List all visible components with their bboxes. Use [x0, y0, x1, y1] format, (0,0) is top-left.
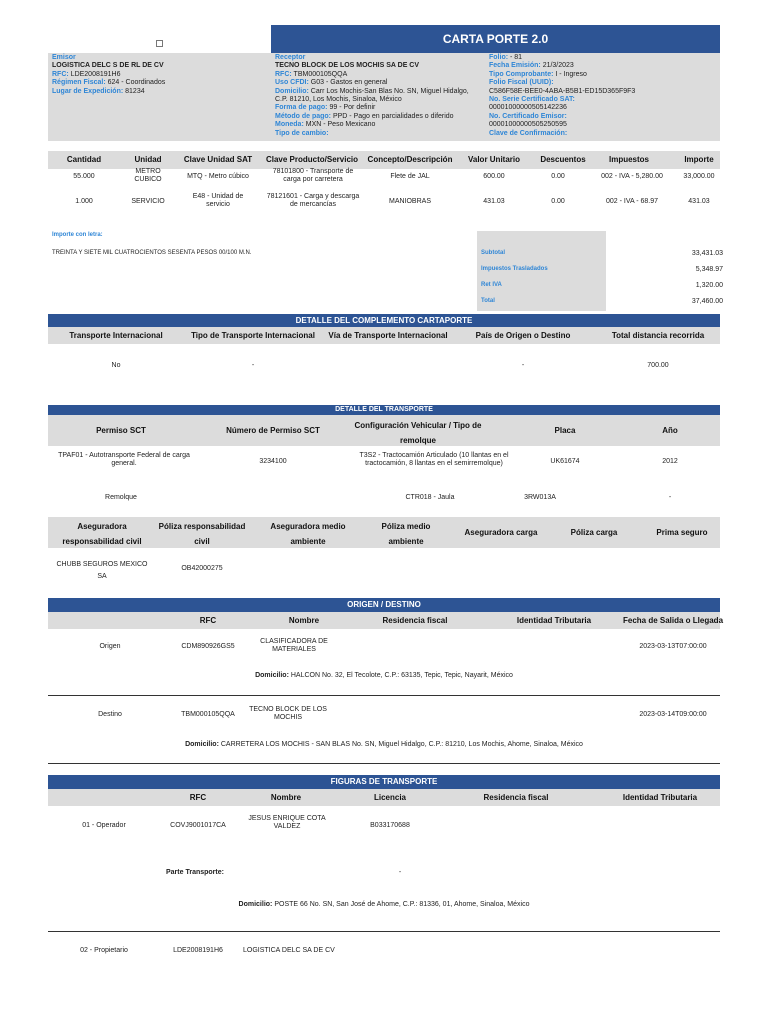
concept-2-cantidad: 1.000 [75, 198, 93, 205]
impuestos-trasladados-value: 5,348.97 [695, 266, 723, 273]
concept-1-unidad: METRO CUBICO [134, 168, 162, 184]
emisor-block [52, 54, 262, 96]
operador-nombre: JESUS ENRIQUE COTA VALDEZ [248, 815, 326, 831]
cert-emisor-label: No. Certificado Emisor: [489, 112, 567, 120]
remolque-placa: 3RW013A [524, 494, 556, 501]
seguro-header-aseguradora-carga: Aseguradora carga [464, 528, 538, 537]
receptor-domicilio-label: Domicilio: [275, 87, 309, 95]
tipo-comprobante-value: I - Ingreso [555, 70, 587, 78]
concept-1-importe: 33,000.00 [683, 173, 715, 180]
receptor-name: TECNO BLOCK DE LOS MOCHIS SA DE CV [275, 62, 420, 70]
transporte-permiso: TPAF01 - Autotransporte Federal de carga general. [58, 452, 190, 468]
destino-rfc: TBM000105QQA [181, 711, 235, 718]
receptor-forma: 99 - Por definir [329, 104, 376, 112]
ret-iva-label: Ret IVA [481, 282, 502, 288]
figuras-header-residencia: Residencia fiscal [483, 793, 549, 802]
subtotal-value: 33,431.03 [691, 250, 723, 257]
receptor-metodo-label: Método de pago: [275, 112, 331, 120]
figuras-domicilio-label: Domicilio: [238, 901, 273, 908]
complemento-value-tipo-transporte: - [251, 362, 255, 369]
complemento-header-tipo-transporte: Tipo de Transporte Internacional [191, 331, 315, 340]
destino-domicilio-text: CARRETERA LOS MOCHIS - SAN BLAS No. SN, Miguel Hidalgo, C.P.: 81210, Los Mochis, Ahome, Sinaloa, México [220, 741, 583, 748]
seguro-header-prima: Prima seguro [656, 528, 708, 537]
transporte-anio: 2012 [662, 458, 678, 465]
operador-rfc: COVJ9001017CA [170, 822, 226, 829]
impuestos-trasladados-label: Impuestos Trasladados [481, 266, 548, 272]
concepts-header-impuestos: Impuestos [608, 155, 649, 164]
figuras-title-bar [48, 775, 720, 789]
figuras-domicilio-text: POSTE 66 No. SN, San José de Ahome, C.P.: 81336, 01, Ahome, Sinaloa, México [274, 901, 530, 908]
seguro-aseguradora-civil: CHUBB SEGUROS MEXICO SA [56, 561, 148, 580]
emisor-name: LOGISTICA DELC S DE RL DE CV [52, 62, 164, 70]
complemento-header-via-transporte: Vía de Transporte Internacional [328, 331, 448, 340]
emisor-rfc-label: RFC: [52, 70, 69, 78]
seguro-header-poliza-ambiente: Póliza medio ambiente [381, 522, 431, 546]
concept-2-unidad: SERVICIO [131, 198, 165, 205]
folio-block [489, 54, 717, 138]
od-header-nombre: Nombre [288, 616, 320, 625]
origen-fecha: 2023-03-13T07:00:00 [639, 643, 707, 650]
complemento-header-transporte-internacional: Transporte Internacional [69, 331, 163, 340]
concept-1-concepto: Flete de JAL [390, 173, 430, 180]
transporte-header-anio: Año [662, 426, 678, 435]
clave-confirmacion-label: Clave de Confirmación: [489, 129, 568, 137]
remolque-tipo: CTR018 - Jaula [405, 494, 455, 501]
concept-1-impuestos: 002 - IVA - 5,280.00 [601, 173, 663, 180]
concepts-header-cantidad: Cantidad [66, 155, 102, 164]
receptor-domicilio: Carr Los Mochis-San Blas No. SN, Miguel Hidalgo, [310, 87, 469, 95]
complemento-header-distancia: Total distancia recorrida [611, 331, 705, 340]
concepts-header-concepto: Concepto/Descripción [367, 155, 453, 164]
uuid-value: C586F58E-BEE0-4ABA-B5B1-ED15D365F9F3 [489, 87, 636, 95]
uuid-label: Folio Fiscal (UUID): [489, 79, 554, 87]
concepts-header-descuentos: Descuentos [540, 155, 586, 164]
concepts-header-clave-unidad: Clave Unidad SAT [183, 155, 253, 164]
figuras-domicilio [48, 901, 720, 909]
origen-rfc: CDM890926GS5 [181, 643, 235, 650]
parte-transporte-value: - [398, 869, 402, 876]
concept-1-valor-unitario: 600.00 [483, 173, 505, 180]
tipo-comprobante-label: Tipo Comprobante: [489, 70, 554, 78]
document-title: CARTA PORTE 2.0 [442, 32, 549, 46]
emisor-regimen: 624 - Coordinados [107, 79, 166, 87]
destino-domicilio-label: Domicilio: [185, 741, 219, 748]
seguro-header-poliza-carga: Póliza carga [570, 528, 618, 537]
figuras-title: FIGURAS DE TRANSPORTE [330, 777, 438, 786]
seguro-header-poliza-civil: Póliza responsabilidad civil [158, 522, 246, 546]
propietario-rfc: LDE2008191H6 [173, 947, 223, 954]
transporte-configuracion: T3S2 - Tractocamión Articulado (10 llantas en el tractocamión, 8 llantas en el semirremolque) [359, 452, 509, 468]
destino-domicilio [48, 741, 720, 749]
cert-sat-value: 00001000000505142236 [489, 104, 567, 112]
receptor-moneda: MXN - Peso Mexicano [305, 121, 376, 129]
complemento-value-pais: - [521, 362, 525, 369]
receptor-block [275, 54, 485, 138]
subtotal-label: Subtotal [481, 250, 505, 256]
total-label: Total [481, 298, 495, 304]
concept-2-descuentos: 0.00 [551, 198, 565, 205]
receptor-rfc: TBM000105QQA [293, 70, 348, 78]
transporte-placa: UK61674 [550, 458, 580, 465]
concepts-header-valor-unitario: Valor Unitario [467, 155, 520, 164]
destino-nombre: TECNO BLOCK DE LOS MOCHIS [249, 706, 327, 722]
importe-letra-text: TREINTA Y SIETE MIL CUATROCIENTOS SESENTA PESOS 00/100 M.N. [52, 250, 252, 256]
receptor-moneda-label: Moneda: [275, 121, 304, 129]
od-header-residencia: Residencia fiscal [382, 616, 448, 625]
transporte-title-bar [48, 405, 720, 415]
destino-divider [48, 763, 720, 764]
ret-iva-value: 1,320.00 [695, 282, 723, 289]
transporte-title: DETALLE DEL TRANSPORTE [335, 406, 433, 413]
od-header-fecha: Fecha de Salida o Llegada [622, 616, 724, 625]
concepts-header-clave-producto: Clave Producto/Servicio [265, 155, 359, 164]
concepts-header-unidad: Unidad [134, 155, 162, 164]
receptor-heading: Receptor [275, 54, 306, 61]
emisor-lugar-label: Lugar de Expedición: [52, 87, 124, 95]
receptor-uso-label: Uso CFDI: [275, 79, 309, 87]
concept-1-cantidad: 55.000 [73, 173, 95, 180]
origen-nombre: CLASIFICADORA DE MATERIALES [260, 638, 328, 654]
seguro-header-aseguradora-civil: Aseguradora responsabilidad civil [62, 522, 142, 546]
complemento-header-pais: País de Origen o Destino [475, 331, 571, 340]
origen-destino-title: ORIGEN / DESTINO [347, 600, 421, 609]
remolque-anio: - [668, 494, 672, 501]
od-header-rfc: RFC [199, 616, 217, 625]
parte-transporte-label: Parte Transporte: [166, 869, 224, 876]
seguro-header-aseguradora-ambiente: Aseguradora medio ambiente [270, 522, 346, 546]
emisor-lugar: 81234 [125, 87, 145, 95]
origen-domicilio [48, 672, 720, 680]
concept-2-importe: 431.03 [688, 198, 710, 205]
logo-placeholder-icon [156, 40, 163, 47]
origen-tipo: Origen [99, 643, 121, 650]
operador-tipo: 01 - Operador [82, 822, 126, 829]
cert-sat-label: No. Serie Certificado SAT: [489, 95, 575, 103]
concept-1-clave-unidad: MTQ - Metro cúbico [187, 173, 249, 180]
receptor-domicilio-2: C.P. 81210, Los Mochis, Sinaloa, México [275, 95, 402, 103]
emisor-regimen-label: Régimen Fiscal: [52, 79, 106, 87]
emisor-heading: Emisor [52, 54, 76, 61]
document-title-bar [271, 25, 720, 53]
remolque-label: Remolque [105, 494, 137, 501]
concepts-header-importe: Importe [684, 155, 714, 164]
origen-domicilio-text: HALCON No. 32, El Tecolote, C.P.: 63135, Tepic, Tepic, Nayarit, México [290, 672, 513, 679]
total-value: 37,460.00 [691, 298, 723, 305]
complemento-title-bar [48, 314, 720, 327]
concept-1-clave-producto: 78101800 - Transporte de carga por carretera [272, 168, 354, 184]
cert-emisor-value: 00001000000505250595 [489, 121, 567, 129]
concept-2-impuestos: 002 - IVA - 68.97 [605, 198, 658, 205]
od-header-identidad: Identidad Tributaria [516, 616, 592, 625]
figuras-header-rfc: RFC [189, 793, 207, 802]
origen-domicilio-label: Domicilio: [255, 672, 289, 679]
complemento-value-transporte-internacional: No [111, 362, 121, 369]
propietario-nombre: LOGISTICA DELC SA DE CV [243, 947, 335, 954]
receptor-forma-label: Forma de pago: [275, 104, 328, 112]
propietario-tipo: 02 - Propietario [80, 947, 128, 954]
folio-value: - 81 [510, 54, 523, 61]
importe-letra-label: Importe con letra: [52, 232, 103, 238]
figuras-header-identidad: Identidad Tributaria [622, 793, 698, 802]
origen-divider [48, 695, 720, 696]
transporte-header-numero-permiso: Número de Permiso SCT [226, 426, 320, 435]
fecha-label: Fecha Emisión: [489, 62, 541, 70]
concept-2-valor-unitario: 431.03 [483, 198, 505, 205]
concept-2-clave-producto: 78121601 - Carga y descarga de mercancías [266, 193, 360, 209]
receptor-uso: G03 - Gastos en general [310, 79, 388, 87]
complemento-value-distancia: 700.00 [647, 362, 669, 369]
transporte-header-configuracion: Configuración Vehicular / Tipo de remolque [354, 421, 482, 445]
seguro-poliza-civil: OB42000275 [181, 565, 223, 572]
complemento-title: DETALLE DEL COMPLEMENTO CARTAPORTE [295, 316, 473, 325]
transporte-header-permiso: Permiso SCT [96, 426, 146, 435]
transporte-numero-permiso: 3234100 [259, 458, 287, 465]
destino-fecha: 2023-03-14T09:00:00 [639, 711, 707, 718]
operador-licencia: B033170688 [370, 822, 410, 829]
figuras-divider [48, 931, 720, 932]
origen-destino-title-bar [48, 598, 720, 612]
destino-tipo: Destino [98, 711, 122, 718]
transporte-header-placa: Placa [554, 426, 576, 435]
receptor-rfc-label: RFC: [275, 70, 292, 78]
emisor-rfc: LDE2008191H6 [70, 70, 121, 78]
figuras-header-nombre: Nombre [270, 793, 302, 802]
concept-1-descuentos: 0.00 [551, 173, 565, 180]
receptor-tipo-cambio-label: Tipo de cambio: [275, 129, 329, 137]
figuras-header-licencia: Licencia [373, 793, 406, 802]
receptor-metodo: PPD - Pago en parcialidades o diferido [332, 112, 454, 120]
concept-2-clave-unidad: E48 - Unidad de servicio [192, 193, 244, 209]
fecha-value: 21/3/2023 [542, 62, 574, 70]
folio-label: Folio: [489, 54, 509, 61]
concept-2-concepto: MANIOBRAS [388, 198, 431, 205]
